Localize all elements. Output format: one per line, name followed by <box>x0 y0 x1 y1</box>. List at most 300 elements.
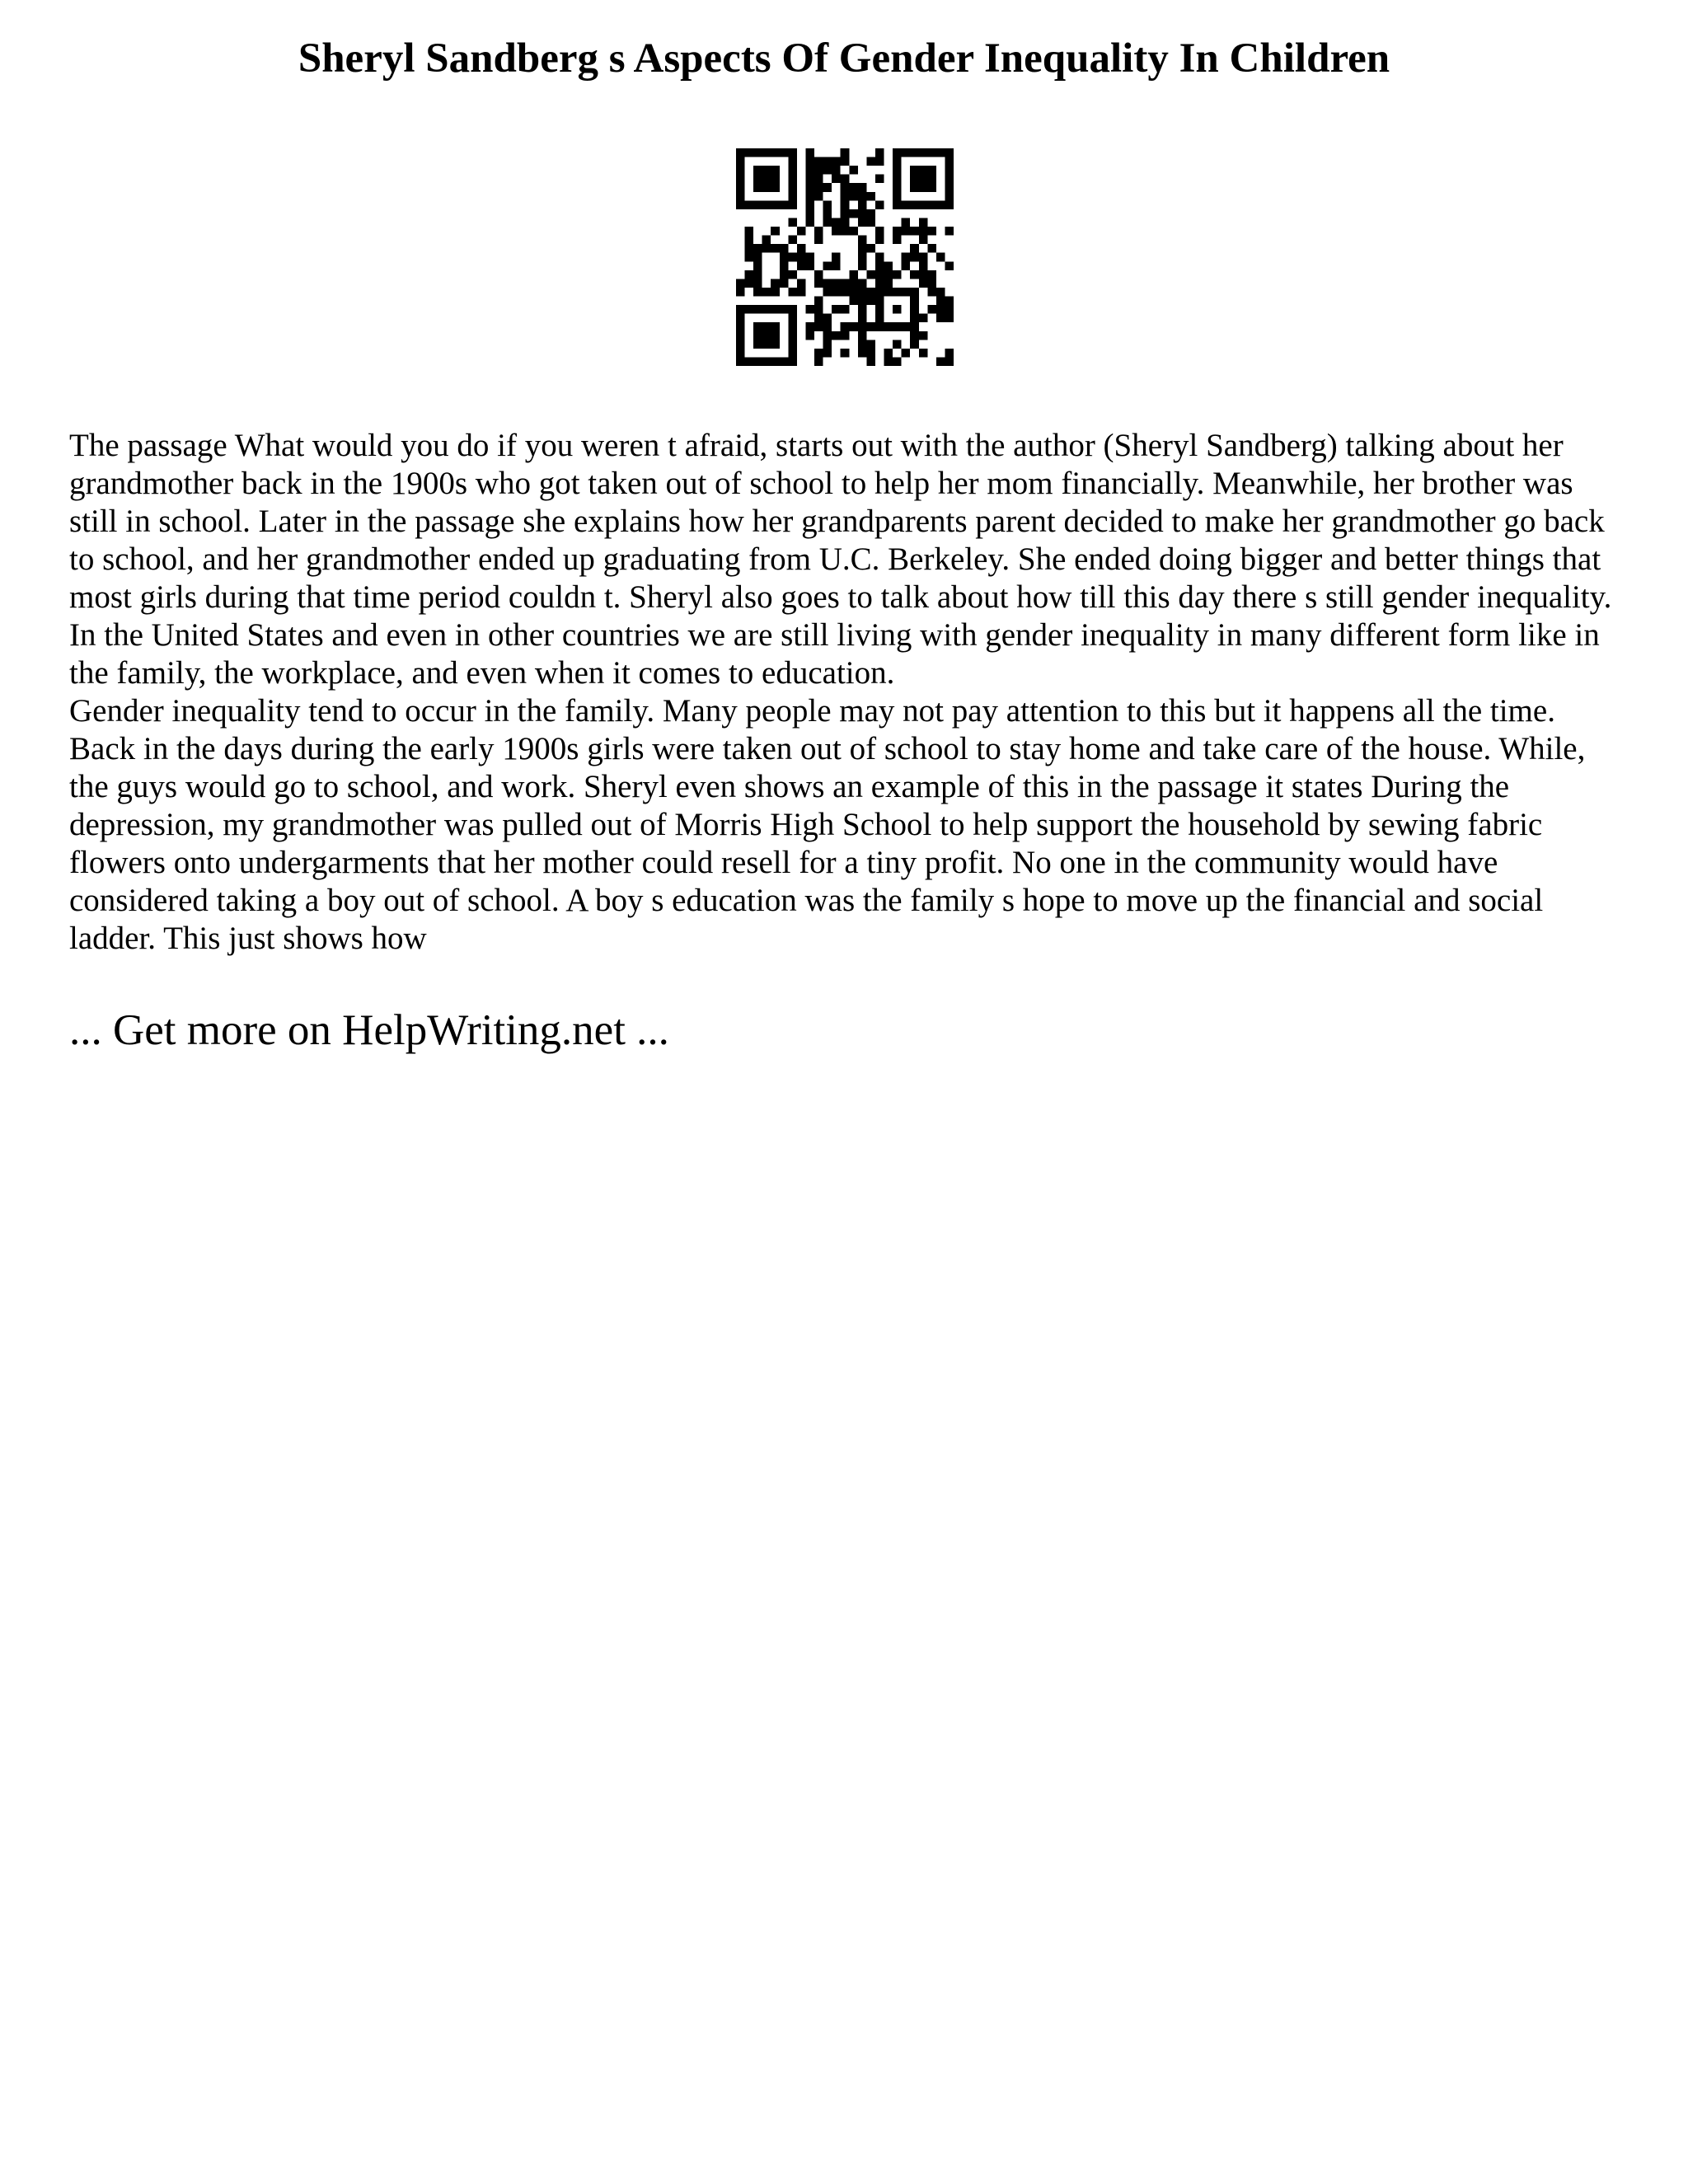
qr-module <box>884 349 893 358</box>
qr-module <box>866 288 875 297</box>
qr-module <box>814 227 823 236</box>
qr-module <box>858 349 867 358</box>
qr-module <box>745 270 754 279</box>
qr-module <box>910 270 919 279</box>
qr-module <box>780 305 789 314</box>
qr-module <box>893 157 902 166</box>
qr-module <box>893 270 902 279</box>
qr-module <box>745 357 754 366</box>
qr-module <box>910 331 919 340</box>
qr-module <box>780 253 789 262</box>
qr-module <box>945 148 954 157</box>
qr-module <box>832 166 841 175</box>
qr-module <box>893 166 902 175</box>
qr-module <box>832 288 841 297</box>
qr-module <box>936 357 945 366</box>
qr-module <box>910 227 919 236</box>
qr-module <box>927 244 936 253</box>
qr-module <box>745 236 754 245</box>
qr-module <box>893 357 902 366</box>
qr-module <box>902 253 911 262</box>
qr-module <box>814 270 823 279</box>
qr-module <box>884 357 893 366</box>
qr-module <box>788 166 797 175</box>
qr-module <box>762 244 771 253</box>
qr-module <box>780 244 789 253</box>
qr-module <box>762 322 771 331</box>
qr-module <box>936 253 945 262</box>
qr-module <box>866 270 875 279</box>
qr-module <box>858 209 867 218</box>
qr-module <box>927 166 936 175</box>
qr-module <box>814 297 823 306</box>
qr-module <box>875 227 884 236</box>
qr-module <box>771 175 780 184</box>
qr-module <box>858 331 867 340</box>
qr-module <box>771 288 780 297</box>
qr-module <box>902 218 911 227</box>
qr-module <box>736 279 745 288</box>
qr-module <box>832 331 841 340</box>
qr-module <box>936 305 945 314</box>
qr-module <box>866 349 875 358</box>
qr-module <box>771 166 780 175</box>
qr-module <box>875 261 884 270</box>
article-body <box>69 427 1627 958</box>
qr-module <box>736 340 745 349</box>
qr-module <box>841 305 850 314</box>
qr-module <box>823 288 832 297</box>
qr-module <box>927 279 936 288</box>
qr-module <box>805 209 814 218</box>
qr-module <box>841 209 850 218</box>
qr-module <box>858 244 867 253</box>
qr-module <box>919 218 928 227</box>
qr-module <box>841 349 850 358</box>
qr-module <box>805 331 814 340</box>
qr-module <box>893 183 902 192</box>
qr-module <box>945 157 954 166</box>
qr-module <box>841 227 850 236</box>
qr-module <box>832 261 841 270</box>
qr-module <box>823 183 832 192</box>
qr-module <box>771 183 780 192</box>
qr-module <box>919 253 928 262</box>
qr-module <box>788 192 797 201</box>
qr-module <box>910 297 919 306</box>
qr-module <box>945 175 954 184</box>
qr-module <box>745 244 754 253</box>
qr-module <box>936 297 945 306</box>
qr-module <box>945 314 954 323</box>
qr-module <box>910 148 919 157</box>
qr-module <box>771 331 780 340</box>
qr-module <box>902 288 911 297</box>
qr-module <box>893 227 902 236</box>
qr-module <box>771 305 780 314</box>
qr-module <box>753 166 762 175</box>
qr-module <box>797 227 806 236</box>
qr-module <box>771 357 780 366</box>
qr-module <box>919 175 928 184</box>
qr-module <box>841 279 850 288</box>
qr-module <box>849 192 858 201</box>
qr-module <box>849 288 858 297</box>
qr-module <box>823 279 832 288</box>
qr-module <box>927 305 936 314</box>
qr-module <box>910 288 919 297</box>
qr-module <box>936 314 945 323</box>
qr-module <box>849 227 858 236</box>
qr-module <box>805 183 814 192</box>
qr-module <box>849 166 858 175</box>
qr-module <box>745 305 754 314</box>
qr-module <box>753 253 762 262</box>
qr-module <box>788 148 797 157</box>
qr-module <box>788 357 797 366</box>
qr-module <box>919 279 928 288</box>
qr-module <box>814 166 823 175</box>
qr-module <box>936 200 945 209</box>
qr-module <box>858 288 867 297</box>
qr-module <box>893 305 902 314</box>
qr-module <box>910 305 919 314</box>
qr-module <box>762 331 771 340</box>
qr-module <box>893 175 902 184</box>
qr-module <box>936 288 945 297</box>
qr-module <box>858 305 867 314</box>
qr-module <box>736 192 745 201</box>
qr-module <box>797 244 806 253</box>
qr-module <box>771 200 780 209</box>
qr-module <box>945 183 954 192</box>
qr-module <box>823 314 832 323</box>
qr-module <box>805 261 814 270</box>
qr-module <box>753 322 762 331</box>
qr-module <box>805 157 814 166</box>
qr-module <box>823 261 832 270</box>
qr-module <box>849 297 858 306</box>
qr-module <box>753 244 762 253</box>
qr-module <box>945 349 954 358</box>
qr-module <box>814 236 823 245</box>
qr-module <box>788 349 797 358</box>
qr-module <box>788 236 797 245</box>
qr-module <box>858 279 867 288</box>
qr-module <box>875 279 884 288</box>
qr-module <box>841 175 850 184</box>
qr-module <box>875 314 884 323</box>
qr-module <box>841 218 850 227</box>
qr-module <box>832 279 841 288</box>
qr-module <box>762 200 771 209</box>
qr-module <box>866 218 875 227</box>
qr-module <box>875 305 884 314</box>
qr-module <box>788 253 797 262</box>
qr-module <box>945 297 954 306</box>
qr-module <box>866 157 875 166</box>
qr-module <box>736 200 745 209</box>
qr-module <box>753 148 762 157</box>
qr-module <box>762 305 771 314</box>
qr-module <box>780 279 789 288</box>
qr-module <box>788 270 797 279</box>
qr-module <box>866 357 875 366</box>
qr-module <box>902 200 911 209</box>
qr-module <box>893 236 902 245</box>
qr-module <box>910 175 919 184</box>
qr-module <box>875 270 884 279</box>
qr-module <box>797 261 806 270</box>
qr-module <box>910 253 919 262</box>
qr-module <box>910 183 919 192</box>
qr-module <box>858 236 867 245</box>
qr-module <box>884 322 893 331</box>
qr-module <box>902 227 911 236</box>
qr-module <box>866 244 875 253</box>
qr-module <box>805 305 814 314</box>
qr-module <box>875 288 884 297</box>
qr-module <box>919 314 928 323</box>
qr-module <box>736 157 745 166</box>
qr-module <box>902 148 911 157</box>
qr-module <box>919 236 928 245</box>
qr-module <box>762 166 771 175</box>
qr-module <box>832 175 841 184</box>
qr-module <box>745 279 754 288</box>
qr-module <box>858 297 867 306</box>
qr-module <box>841 322 850 331</box>
qr-module <box>753 200 762 209</box>
qr-module <box>866 340 875 349</box>
qr-module <box>762 175 771 184</box>
qr-module <box>805 192 814 201</box>
qr-module <box>762 288 771 297</box>
qr-module <box>927 175 936 184</box>
qr-module <box>945 357 954 366</box>
qr-module <box>919 261 928 270</box>
qr-module <box>823 340 832 349</box>
qr-module <box>884 279 893 288</box>
qr-module <box>736 322 745 331</box>
qr-module <box>910 166 919 175</box>
qr-module <box>849 322 858 331</box>
qr-module <box>875 200 884 209</box>
qr-module <box>945 192 954 201</box>
qr-module <box>736 166 745 175</box>
qr-module <box>919 200 928 209</box>
qr-module <box>753 261 762 270</box>
qr-module <box>736 183 745 192</box>
qr-module <box>893 340 902 349</box>
qr-module <box>797 288 806 297</box>
get-more-link[interactable]: ... Get more on HelpWriting.net ... <box>69 1006 669 1054</box>
qr-module <box>866 209 875 218</box>
qr-module <box>893 322 902 331</box>
qr-module <box>736 349 745 358</box>
qr-module <box>805 200 814 209</box>
qr-module <box>797 253 806 262</box>
qr-module <box>736 148 745 157</box>
qr-module <box>805 166 814 175</box>
qr-module <box>832 305 841 314</box>
qr-module <box>780 270 789 279</box>
qr-module <box>841 148 850 157</box>
qr-module <box>927 200 936 209</box>
qr-module <box>780 148 789 157</box>
qr-module <box>858 261 867 270</box>
qr-module <box>893 200 902 209</box>
qr-module <box>875 236 884 245</box>
qr-module <box>736 175 745 184</box>
qr-module <box>927 288 936 297</box>
qr-module <box>814 192 823 201</box>
qr-module <box>875 175 884 184</box>
qr-module <box>927 183 936 192</box>
qr-module <box>788 305 797 314</box>
qr-module <box>797 279 806 288</box>
qr-module <box>910 322 919 331</box>
qr-module <box>858 314 867 323</box>
qr-module <box>902 349 911 358</box>
qr-module <box>814 157 823 166</box>
qr-module <box>788 331 797 340</box>
qr-module <box>788 340 797 349</box>
qr-module <box>936 148 945 157</box>
qr-module <box>875 322 884 331</box>
qr-module <box>788 175 797 184</box>
qr-module <box>814 357 823 366</box>
paragraph-1: The passage What would you do if you weren t afraid, starts out with the author (Sheryl Sandberg) talking about her grandmother back in the 1900s who got taken out of school to help her mom financially. Meanwhile, her brother was still in school. Later in the passage she explains how her grandparents parent decided to make her grandmother go back to school, and her grandmother ended up graduating from U.C. Berkeley. She ended doing bigger and better things that most girls during that time period couldn t. Sheryl also goes to talk about how till this day there s still gender inequality. In the United States and even in other countries we are still living with gender inequality in many different form like in the family, the workplace, and even when it comes to education. <box>69 428 1612 691</box>
qr-module <box>814 322 823 331</box>
qr-module <box>902 322 911 331</box>
qr-module <box>823 322 832 331</box>
qr-module <box>945 166 954 175</box>
qr-module <box>753 279 762 288</box>
qr-module <box>771 279 780 288</box>
qr-module <box>771 340 780 349</box>
qr-module <box>910 244 919 253</box>
qr-module <box>736 314 745 323</box>
qr-module <box>919 166 928 175</box>
qr-module <box>841 288 850 297</box>
qr-module <box>902 261 911 270</box>
qr-module <box>762 148 771 157</box>
qr-module <box>893 192 902 201</box>
qr-module <box>945 200 954 209</box>
qr-module <box>753 175 762 184</box>
qr-module <box>788 200 797 209</box>
qr-module <box>753 305 762 314</box>
qr-module <box>736 357 745 366</box>
qr-module <box>814 305 823 314</box>
qr-module <box>875 157 884 166</box>
qr-module <box>910 340 919 349</box>
qr-module <box>919 227 928 236</box>
qr-module <box>762 357 771 366</box>
qr-module <box>910 200 919 209</box>
qr-module <box>893 288 902 297</box>
qr-module <box>745 148 754 157</box>
qr-module <box>753 340 762 349</box>
qr-module <box>788 157 797 166</box>
qr-module <box>805 218 814 227</box>
qr-module <box>919 183 928 192</box>
qr-module <box>745 253 754 262</box>
qr-module <box>771 148 780 157</box>
qr-module <box>805 253 814 262</box>
qr-code-icon <box>736 148 954 366</box>
qr-module <box>927 270 936 279</box>
qr-module <box>771 244 780 253</box>
qr-module <box>841 331 850 340</box>
qr-module <box>858 322 867 331</box>
qr-module <box>910 314 919 323</box>
qr-module <box>736 331 745 340</box>
qr-module <box>762 236 771 245</box>
qr-module <box>823 331 832 340</box>
qr-module <box>823 349 832 358</box>
qr-module <box>823 157 832 166</box>
qr-module <box>788 218 797 227</box>
qr-module <box>849 270 858 279</box>
qr-module <box>780 261 789 270</box>
page-title: Sheryl Sandberg s Aspects Of Gender Inequality In Children <box>298 35 1390 82</box>
qr-module <box>841 200 850 209</box>
qr-module <box>945 305 954 314</box>
qr-module <box>814 175 823 184</box>
qr-module <box>788 183 797 192</box>
qr-module <box>866 322 875 331</box>
qr-module <box>927 227 936 236</box>
qr-module <box>945 261 954 270</box>
qr-module <box>745 200 754 209</box>
qr-module <box>814 183 823 192</box>
qr-module <box>832 227 841 236</box>
qr-module <box>884 261 893 270</box>
qr-module <box>762 183 771 192</box>
qr-module <box>780 200 789 209</box>
qr-module <box>832 218 841 227</box>
qr-module <box>858 192 867 201</box>
qr-module <box>814 314 823 323</box>
qr-module <box>841 157 850 166</box>
qr-module <box>823 209 832 218</box>
qr-module <box>753 270 762 279</box>
qr-module <box>736 288 745 297</box>
qr-module <box>866 192 875 201</box>
qr-module <box>927 148 936 157</box>
qr-module <box>753 288 762 297</box>
qr-module <box>780 357 789 366</box>
qr-module <box>814 349 823 358</box>
qr-module <box>919 349 928 358</box>
qr-module <box>788 314 797 323</box>
qr-module <box>849 183 858 192</box>
qr-module <box>875 297 884 306</box>
qr-module <box>753 331 762 340</box>
qr-module <box>858 200 867 209</box>
qr-module <box>762 340 771 349</box>
paragraph-2: Gender inequality tend to occur in the family. Many people may not pay attention to this but it happens all the time. Back in the days during the early 1900s girls were taken out of school to stay home and take care of the house. While, the guys would go to school, and work. Sheryl even shows an example of this in the passage it states During the depression, my grandmother was pulled out of Morris High School to help support the household by sewing fabric flowers onto undergarments that her mother could resell for a tiny profit. No one in the community would have considered taking a boy out of school. A boy s education was the family s hope to move up the financial and social ladder. This just shows how <box>69 693 1586 956</box>
qr-module <box>841 192 850 201</box>
qr-module <box>849 209 858 218</box>
qr-module <box>875 148 884 157</box>
qr-module <box>753 357 762 366</box>
qr-module <box>875 253 884 262</box>
qr-module <box>858 218 867 227</box>
qr-module <box>945 227 954 236</box>
